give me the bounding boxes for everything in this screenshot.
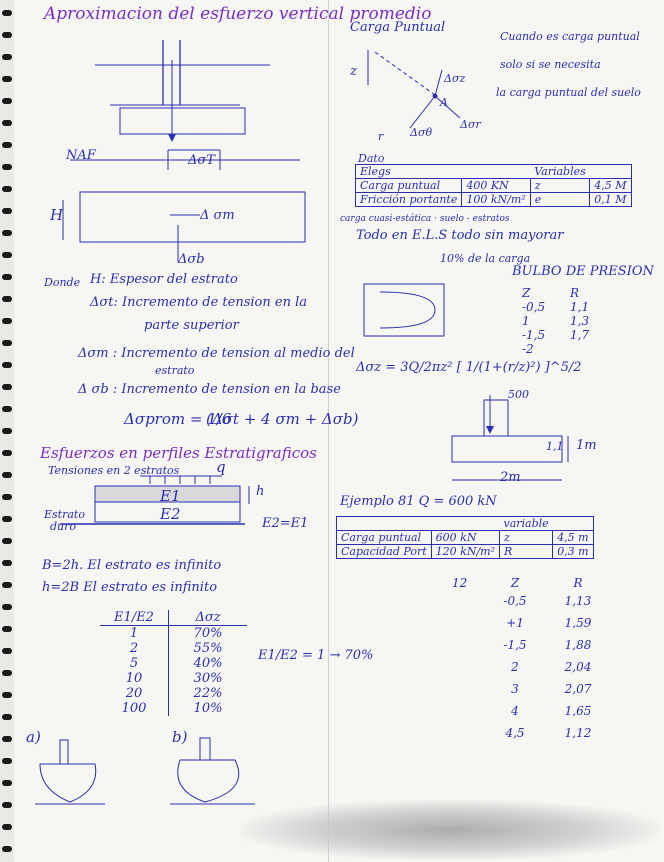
zr-table-cell: 1,13 (564, 594, 592, 608)
dato-header: Variables (534, 165, 586, 178)
def-intro: Donde (44, 276, 81, 289)
def-mid: Δσm : Incremento de tension al medio del (78, 346, 355, 361)
note-3: la carga puntual del suelo (496, 86, 641, 99)
zr-header: Z (510, 576, 520, 590)
zr-table-row (448, 590, 612, 612)
ratio-table-cell: 55% (193, 641, 223, 656)
formula-lhs: Δσprom = 1/6 (124, 410, 232, 428)
dato-table-cell: Carga puntual (356, 179, 462, 193)
example-table-cell: Capacidad Port (337, 545, 432, 559)
els-note: Todo en E.L.S todo sin mayorar (356, 228, 564, 243)
spiral-ring (2, 362, 12, 368)
zr-table-row (448, 700, 612, 722)
arrow-dt: Δσθ (410, 126, 433, 139)
spiral-ring (2, 450, 12, 456)
ratio-table-cell: 22% (193, 686, 223, 701)
zr-table-cell: -1,5 (503, 638, 527, 652)
footing-width: 2m (500, 470, 521, 485)
h-small-label: h (256, 484, 265, 499)
arrow-dr: Δσr (460, 118, 481, 131)
bulbo-table-cell: -1,5 (522, 328, 546, 342)
example-table-cell: 4,5 m (553, 531, 593, 545)
boussinesq-formula: Δσz = 3Q/2πz² [ 1/(1+(r/z)²) ]^5/2 (356, 360, 582, 375)
zr-table-row (448, 634, 612, 656)
ratio-table-cell: 10% (193, 701, 223, 716)
ratio-table-cell: 70% (193, 626, 223, 641)
ratio-table-cell: 40% (193, 656, 223, 671)
ratio-table-row (100, 656, 247, 671)
ratio-table-cell: 2 (100, 641, 169, 656)
zr-table-cell: 1,88 (564, 638, 592, 652)
spiral-ring (2, 824, 12, 830)
spiral-ring (2, 648, 12, 654)
spiral-ring (2, 670, 12, 676)
formula-rhs: (Δσt + 4 σm + Δσb) (206, 410, 359, 428)
example-table-row (337, 531, 594, 545)
page-title: Aproximacion del esfuerzo vertical promedio (44, 4, 432, 24)
spiral-ring (2, 340, 12, 346)
dato-table-cell: 4,5 M (590, 179, 631, 193)
spiral-ring (2, 692, 12, 698)
example-table (336, 516, 594, 559)
ratio-table-cell: 5 (100, 656, 169, 671)
zr-table-cell: -0,5 (503, 594, 527, 608)
spiral-ring (2, 384, 12, 390)
tensiones-label: Tensiones en 2 estratos (48, 464, 180, 477)
spiral-ring (2, 714, 12, 720)
spiral-ring (2, 406, 12, 412)
ten-pct-note: 10% de la carga (440, 252, 531, 265)
bulbo-table-row (518, 314, 614, 328)
bulbo-table-cell (566, 342, 614, 356)
footing-inner: 1,1 (546, 440, 564, 453)
bulbo-table (518, 286, 614, 356)
footing-load: 500 (508, 388, 529, 401)
dato-note: carga cuasi-estática · suelo - estratos (340, 214, 510, 224)
e2-label: E2 (160, 505, 181, 523)
example-heading: Ejemplo 81 Q = 600 kN (340, 494, 497, 509)
e1-label: E1 (160, 487, 181, 505)
e2-eq-label: E2=E1 (262, 516, 309, 531)
axis-z: z (350, 64, 357, 79)
zr-table-cell: 1,12 (564, 726, 592, 740)
eraser-smudge (240, 800, 660, 860)
ratio-table-row (100, 671, 247, 686)
example-header (431, 517, 499, 531)
def-top: Δσt: Incremento de tension en la (90, 295, 307, 310)
dato-table (355, 164, 632, 207)
bulbo-table-cell: 1,1 (570, 300, 590, 314)
dato-table-row (356, 193, 632, 207)
zr-table-cell: 1,59 (564, 616, 592, 630)
label-a: a) (26, 728, 41, 746)
zr-table-cell: 2,07 (564, 682, 592, 696)
condition-2: h=2B El estrato es infinito (42, 580, 218, 595)
zr-table (448, 576, 612, 744)
ratio-table-cell: 20 (100, 686, 169, 701)
dato-table-cell: 100 kN/m² (462, 193, 530, 207)
bulbo-table-cell: -2 (522, 342, 534, 356)
bulbo-table-cell: 1 (522, 314, 530, 328)
def-bot: Δ σb : Incremento de tension en la base (78, 382, 341, 397)
zr-table-row (448, 656, 612, 678)
bulbo-table-cell: 1,3 (570, 314, 590, 328)
ratio-header-e: E1/E2 (100, 610, 169, 626)
dato-header (590, 165, 631, 179)
bulbo-table-cell: 1,7 (570, 328, 590, 342)
example-table-cell: 120 kN/m² (431, 545, 499, 559)
example-table-cell: 0,3 m (553, 545, 593, 559)
ratio-header-dz: Δσz (195, 610, 221, 625)
estrato-duro-label: Estrato (44, 508, 85, 521)
def-top-2: parte superior (144, 318, 239, 333)
dato-table-cell: 0,1 M (590, 193, 631, 207)
ratio-table-row (100, 686, 247, 701)
ratio-table-cell: 10 (100, 671, 169, 686)
example-table-cell: 600 kN (431, 531, 499, 545)
dato-table-cell: e (530, 193, 590, 207)
zr-table-row (448, 678, 612, 700)
bulbo-header-z: Z (522, 286, 531, 300)
zr-header: R (573, 576, 583, 590)
ratio-table-cell: 1 (100, 626, 169, 642)
spiral-ring (2, 582, 12, 588)
example-header (337, 517, 432, 531)
point-r: r (378, 130, 384, 143)
footing-sketches (0, 730, 330, 810)
zr-table-cell: 3 (511, 682, 519, 696)
def-h: H: Espesor del estrato (90, 272, 238, 287)
bulbo-table-row (518, 342, 614, 356)
estrato-duro-label-2: duro (50, 520, 77, 533)
stress-profile-diagram (0, 0, 330, 340)
spiral-ring (2, 604, 12, 610)
point-a: A (440, 96, 448, 109)
footing-height: 1m (576, 438, 597, 453)
arrow-dz: Δσz (444, 72, 466, 85)
bulbo-title: BULBO DE PRESION (512, 264, 654, 279)
example-header: variable (503, 517, 549, 530)
note-2: solo si se necesita (500, 58, 601, 71)
dato-table-row (356, 179, 632, 193)
ratio-table-row (100, 626, 247, 642)
dato-table-cell: 400 KN (462, 179, 530, 193)
condition-1: B=2h. El estrato es infinito (42, 558, 222, 573)
label-b: b) (172, 728, 188, 746)
h-label: H (50, 206, 64, 224)
example-table-cell: z (500, 531, 553, 545)
bulbo-table-row (518, 328, 614, 342)
bulbo-header-r: R (570, 286, 580, 300)
ratio-note: E1/E2 = 1 → 70% (258, 648, 374, 663)
dato-table-cell: Fricción portante (356, 193, 462, 207)
delta-bot-label: Δσb (178, 252, 205, 267)
example-header (553, 517, 593, 531)
ratio-table (100, 610, 247, 716)
zr-table-cell: 2 (511, 660, 519, 674)
ratio-table-cell: 100 (100, 701, 169, 716)
dato-header (462, 165, 530, 179)
ratio-table-cell: 30% (193, 671, 223, 686)
example-table-cell: R (500, 545, 553, 559)
spiral-ring (2, 626, 12, 632)
spiral-ring (2, 846, 12, 852)
bulbo-table-row (518, 300, 614, 314)
point-load-header: Carga Puntual (350, 20, 446, 35)
note-1: Cuando es carga puntual (500, 30, 640, 43)
example-table-row (337, 545, 594, 559)
bulbo-table-cell: -0,5 (522, 300, 546, 314)
zr-table-cell: 2,04 (564, 660, 592, 674)
naf-label: NAF (66, 148, 96, 163)
delta-mid-label: Δ σm (200, 208, 235, 223)
zr-header: 12 (452, 576, 468, 590)
spiral-ring (2, 560, 12, 566)
q-label: q (216, 458, 226, 476)
delta-top-label: ΔσT (188, 153, 215, 168)
zr-table-row (448, 612, 612, 634)
zr-table-cell: 1,65 (564, 704, 592, 718)
example-table-cell: Carga puntual (337, 531, 432, 545)
section-heading: Esfuerzos en perfiles Estratigraficos (40, 444, 317, 462)
zr-table-cell: +1 (506, 616, 524, 630)
ratio-table-row (100, 641, 247, 656)
dato-label: Dato (358, 152, 385, 165)
zr-table-cell: 4 (511, 704, 519, 718)
zr-table-row (448, 722, 612, 744)
dato-table-cell: z (530, 179, 590, 193)
dato-header: Elegs (360, 165, 391, 178)
spiral-ring (2, 428, 12, 434)
zr-table-cell: 4,5 (505, 726, 525, 740)
pressure-bulb-sketch (360, 280, 460, 340)
def-mid-2: estrato (155, 364, 195, 377)
ratio-table-row (100, 701, 247, 716)
